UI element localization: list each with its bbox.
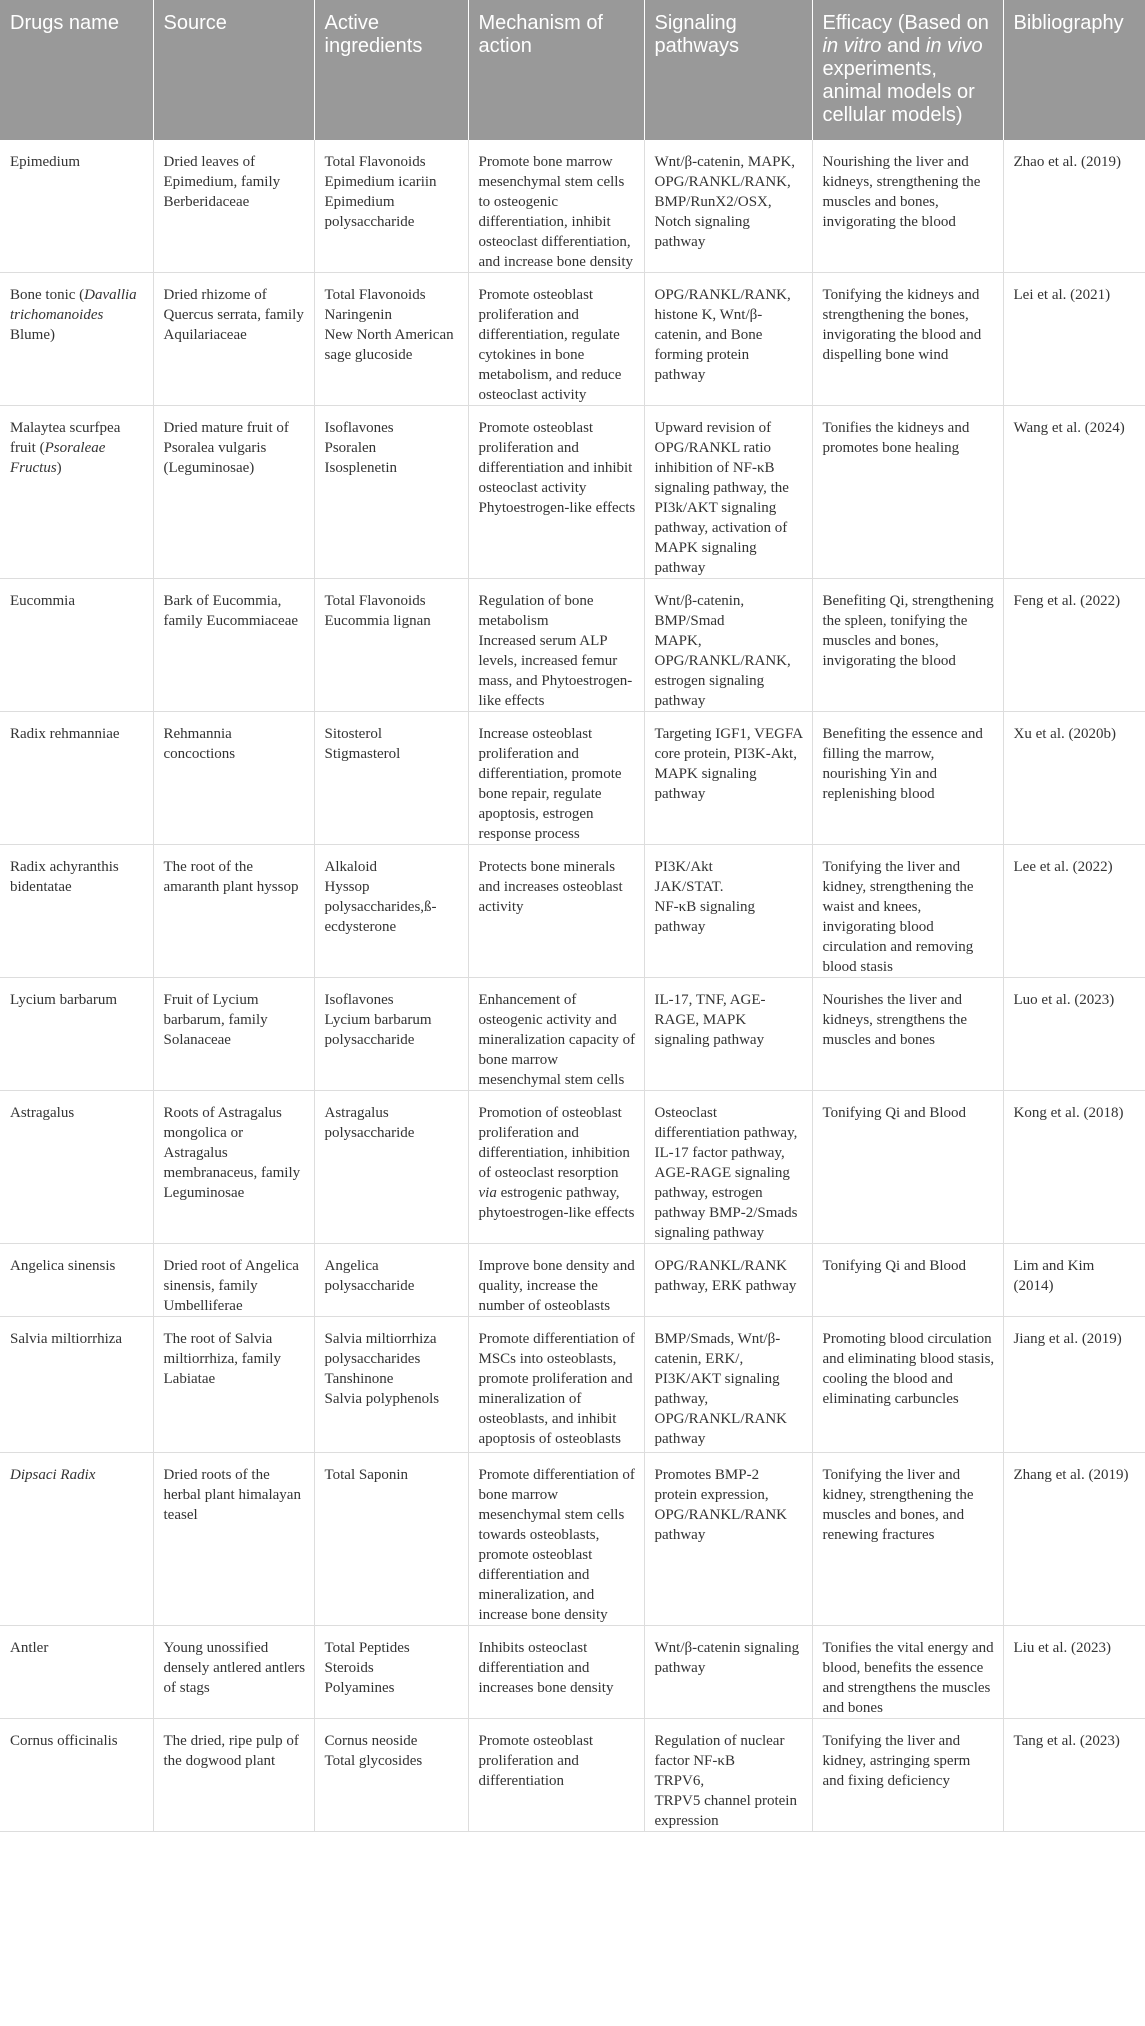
ingredients-cell: Total Flavonoids Naringenin New North American sage glucoside	[314, 273, 468, 406]
source-cell: Bark of Eucommia, family Eucommiaceae	[153, 579, 314, 712]
drug-name-cell: Radix rehmanniae	[0, 712, 153, 845]
table-row	[0, 1626, 1145, 1719]
header-mechanism: Mechanism of action	[468, 0, 644, 140]
pathways-cell: IL-17, TNF, AGE-RAGE, MAPK signaling pathway	[644, 978, 812, 1091]
ingredients-cell: Astragalus polysaccharide	[314, 1091, 468, 1244]
efficacy-cell: Tonifies the vital energy and blood, benefits the essence and strengthens the muscles and bones	[812, 1626, 1003, 1719]
mechanism-cell: Promote bone marrow mesenchymal stem cells to osteogenic differentiation, inhibit osteoclast differentiation, and increase bone density	[468, 140, 644, 273]
source-cell: The root of the amaranth plant hyssop	[153, 845, 314, 978]
drug-name-cell: Lycium barbarum	[0, 978, 153, 1091]
table-row	[0, 845, 1145, 978]
drug-name-cell: Radix achyranthis bidentatae	[0, 845, 153, 978]
source-cell: Roots of Astragalus mongolica or Astragalus membranaceus, family Leguminosae	[153, 1091, 314, 1244]
efficacy-cell: Tonifies the kidneys and promotes bone healing	[812, 406, 1003, 579]
ingredients-cell: Angelica polysaccharide	[314, 1244, 468, 1317]
header-row	[0, 0, 1145, 140]
table-row	[0, 1453, 1145, 1626]
reference-cell: Xu et al. (2020b)	[1003, 712, 1145, 845]
mechanism-cell: Promote differentiation of MSCs into osteoblasts, promote proliferation and mineralization of osteoblasts, and inhibit apoptosis of osteoblasts	[468, 1317, 644, 1453]
mechanism-cell: Improve bone density and quality, increase the number of osteoblasts	[468, 1244, 644, 1317]
table-row	[0, 579, 1145, 712]
reference-cell: Lim and Kim (2014)	[1003, 1244, 1145, 1317]
efficacy-cell: Tonifying the liver and kidney, strengthening the waist and knees, invigorating blood circulation and removing blood stasis	[812, 845, 1003, 978]
pathways-cell: OPG/RANKL/RANK, histone K, Wnt/β-catenin, and Bone forming protein pathway	[644, 273, 812, 406]
pathways-cell: PI3K/Akt JAK/STAT. NF-κB signaling pathway	[644, 845, 812, 978]
source-cell: Fruit of Lycium barbarum, family Solanaceae	[153, 978, 314, 1091]
efficacy-cell: Benefiting the essence and filling the marrow, nourishing Yin and replenishing blood	[812, 712, 1003, 845]
ingredients-cell: Total Flavonoids Eucommia lignan	[314, 579, 468, 712]
table-row	[0, 140, 1145, 273]
pathways-cell: Wnt/β-catenin signaling pathway	[644, 1626, 812, 1719]
mechanism-cell: Promotion of osteoblast proliferation and differentiation, inhibition of osteoclast resorption via estrogenic pathway, phytoestrogen-like effects	[468, 1091, 644, 1244]
header-signaling-pathways: Signaling pathways	[644, 0, 812, 140]
drug-name-cell: Astragalus	[0, 1091, 153, 1244]
source-cell: Dried rhizome of Quercus serrata, family Aquilariaceae	[153, 273, 314, 406]
table-row	[0, 1244, 1145, 1317]
header-active-ingredients: Active ingredients	[314, 0, 468, 140]
efficacy-cell: Tonifying Qi and Blood	[812, 1244, 1003, 1317]
reference-cell: Zhao et al. (2019)	[1003, 140, 1145, 273]
header-bibliography: Bibliography	[1003, 0, 1145, 140]
source-cell: Dried leaves of Epimedium, family Berberidaceae	[153, 140, 314, 273]
ingredients-cell: Isoflavones Lycium barbarum polysaccharide	[314, 978, 468, 1091]
drug-name-cell: Eucommia	[0, 579, 153, 712]
source-cell: Dried roots of the herbal plant himalayan teasel	[153, 1453, 314, 1626]
pathways-cell: Osteoclast differentiation pathway, IL-17 factor pathway, AGE-RAGE signaling pathway, estrogen pathway BMP-2/Smads signaling pathway	[644, 1091, 812, 1244]
pathways-cell: Upward revision of OPG/RANKL ratio inhibition of NF-κB signaling pathway, the PI3k/AKT signaling pathway, activation of MAPK signaling pathway	[644, 406, 812, 579]
mechanism-cell: Regulation of bone metabolism Increased serum ALP levels, increased femur mass, and Phytoestrogen-like effects	[468, 579, 644, 712]
mechanism-cell: Increase osteoblast proliferation and differentiation, promote bone repair, regulate apoptosis, estrogen response process	[468, 712, 644, 845]
reference-cell: Liu et al. (2023)	[1003, 1626, 1145, 1719]
efficacy-cell: Promoting blood circulation and eliminating blood stasis, cooling the blood and eliminating carbuncles	[812, 1317, 1003, 1453]
reference-cell: Tang et al. (2023)	[1003, 1719, 1145, 1832]
ingredients-cell: Alkaloid Hyssop polysaccharides,ß-ecdysterone	[314, 845, 468, 978]
mechanism-cell: Enhancement of osteogenic activity and mineralization capacity of bone marrow mesenchymal stem cells	[468, 978, 644, 1091]
ingredients-cell: Total Saponin	[314, 1453, 468, 1626]
mechanism-cell: Promote differentiation of bone marrow mesenchymal stem cells towards osteoblasts, promote osteoblast differentiation and mineralization, and increase bone density	[468, 1453, 644, 1626]
drug-name-cell: Cornus officinalis	[0, 1719, 153, 1832]
header-source: Source	[153, 0, 314, 140]
table-row	[0, 978, 1145, 1091]
table-row	[0, 273, 1145, 406]
efficacy-cell: Tonifying the kidneys and strengthening the bones, invigorating the blood and dispelling bone wind	[812, 273, 1003, 406]
reference-cell: Wang et al. (2024)	[1003, 406, 1145, 579]
efficacy-cell: Nourishing the liver and kidneys, strengthening the muscles and bones, invigorating the blood	[812, 140, 1003, 273]
mechanism-cell: Promote osteoblast proliferation and differentiation and inhibit osteoclast activity Phytoestrogen-like effects	[468, 406, 644, 579]
ingredients-cell: Total Peptides Steroids Polyamines	[314, 1626, 468, 1719]
source-cell: Rehmannia concoctions	[153, 712, 314, 845]
ingredients-cell: Cornus neoside Total glycosides	[314, 1719, 468, 1832]
source-cell: Dried root of Angelica sinensis, family Umbelliferae	[153, 1244, 314, 1317]
ingredients-cell: Isoflavones Psoralen Isosplenetin	[314, 406, 468, 579]
mechanism-cell: Promote osteoblast proliferation and differentiation	[468, 1719, 644, 1832]
source-cell: Dried mature fruit of Psoralea vulgaris (Leguminosae)	[153, 406, 314, 579]
reference-cell: Feng et al. (2022)	[1003, 579, 1145, 712]
table-row	[0, 406, 1145, 579]
drug-name-cell: Epimedium	[0, 140, 153, 273]
reference-cell: Luo et al. (2023)	[1003, 978, 1145, 1091]
header-efficacy: Efficacy (Based on in vitro and in vivo experiments, animal models or cellular models)	[812, 0, 1003, 140]
reference-cell: Zhang et al. (2019)	[1003, 1453, 1145, 1626]
ingredients-cell: Salvia miltiorrhiza polysaccharides Tanshinone Salvia polyphenols	[314, 1317, 468, 1453]
ingredients-cell: Total Flavonoids Epimedium icariin Epimedium polysaccharide	[314, 140, 468, 273]
drug-name-cell: Dipsaci Radix	[0, 1453, 153, 1626]
pathways-cell: OPG/RANKL/RANK pathway, ERK pathway	[644, 1244, 812, 1317]
source-cell: The root of Salvia miltiorrhiza, family Labiatae	[153, 1317, 314, 1453]
header-drugs-name: Drugs name	[0, 0, 153, 140]
efficacy-cell: Tonifying the liver and kidney, astringing sperm and fixing deficiency	[812, 1719, 1003, 1832]
source-cell: The dried, ripe pulp of the dogwood plant	[153, 1719, 314, 1832]
pathways-cell: Targeting IGF1, VEGFA core protein, PI3K-Akt, MAPK signaling pathway	[644, 712, 812, 845]
reference-cell: Kong et al. (2018)	[1003, 1091, 1145, 1244]
drug-name-cell: Malaytea scurfpea fruit (Psoraleae Fructus)	[0, 406, 153, 579]
mechanism-cell: Inhibits osteoclast differentiation and increases bone density	[468, 1626, 644, 1719]
mechanism-cell: Promote osteoblast proliferation and differentiation, regulate cytokines in bone metabolism, and reduce osteoclast activity	[468, 273, 644, 406]
reference-cell: Jiang et al. (2019)	[1003, 1317, 1145, 1453]
pathways-cell: Wnt/β-catenin, MAPK, OPG/RANKL/RANK, BMP/RunX2/OSX, Notch signaling pathway	[644, 140, 812, 273]
table-row	[0, 1317, 1145, 1453]
table-row	[0, 712, 1145, 845]
efficacy-cell: Benefiting Qi, strengthening the spleen, tonifying the muscles and bones, invigorating the blood	[812, 579, 1003, 712]
drug-name-cell: Angelica sinensis	[0, 1244, 153, 1317]
ingredients-cell: Sitosterol Stigmasterol	[314, 712, 468, 845]
pathways-cell: BMP/Smads, Wnt/β-catenin, ERK/, PI3K/AKT signaling pathway, OPG/RANKL/RANK pathway	[644, 1317, 812, 1453]
drug-name-cell: Bone tonic (Davallia trichomanoides Blume)	[0, 273, 153, 406]
pathways-cell: Promotes BMP-2 protein expression, OPG/RANKL/RANK pathway	[644, 1453, 812, 1626]
table-row	[0, 1091, 1145, 1244]
table-row	[0, 1719, 1145, 1832]
reference-cell: Lee et al. (2022)	[1003, 845, 1145, 978]
efficacy-cell: Nourishes the liver and kidneys, strengthens the muscles and bones	[812, 978, 1003, 1091]
efficacy-cell: Tonifying Qi and Blood	[812, 1091, 1003, 1244]
drug-name-cell: Antler	[0, 1626, 153, 1719]
source-cell: Young unossified densely antlered antlers of stags	[153, 1626, 314, 1719]
efficacy-cell: Tonifying the liver and kidney, strengthening the muscles and bones, and renewing fractures	[812, 1453, 1003, 1626]
pathways-cell: Wnt/β-catenin, BMP/Smad MAPK, OPG/RANKL/RANK, estrogen signaling pathway	[644, 579, 812, 712]
reference-cell: Lei et al. (2021)	[1003, 273, 1145, 406]
drug-name-cell: Salvia miltiorrhiza	[0, 1317, 153, 1453]
mechanism-cell: Protects bone minerals and increases osteoblast activity	[468, 845, 644, 978]
pathways-cell: Regulation of nuclear factor NF-κB TRPV6, TRPV5 channel protein expression	[644, 1719, 812, 1832]
